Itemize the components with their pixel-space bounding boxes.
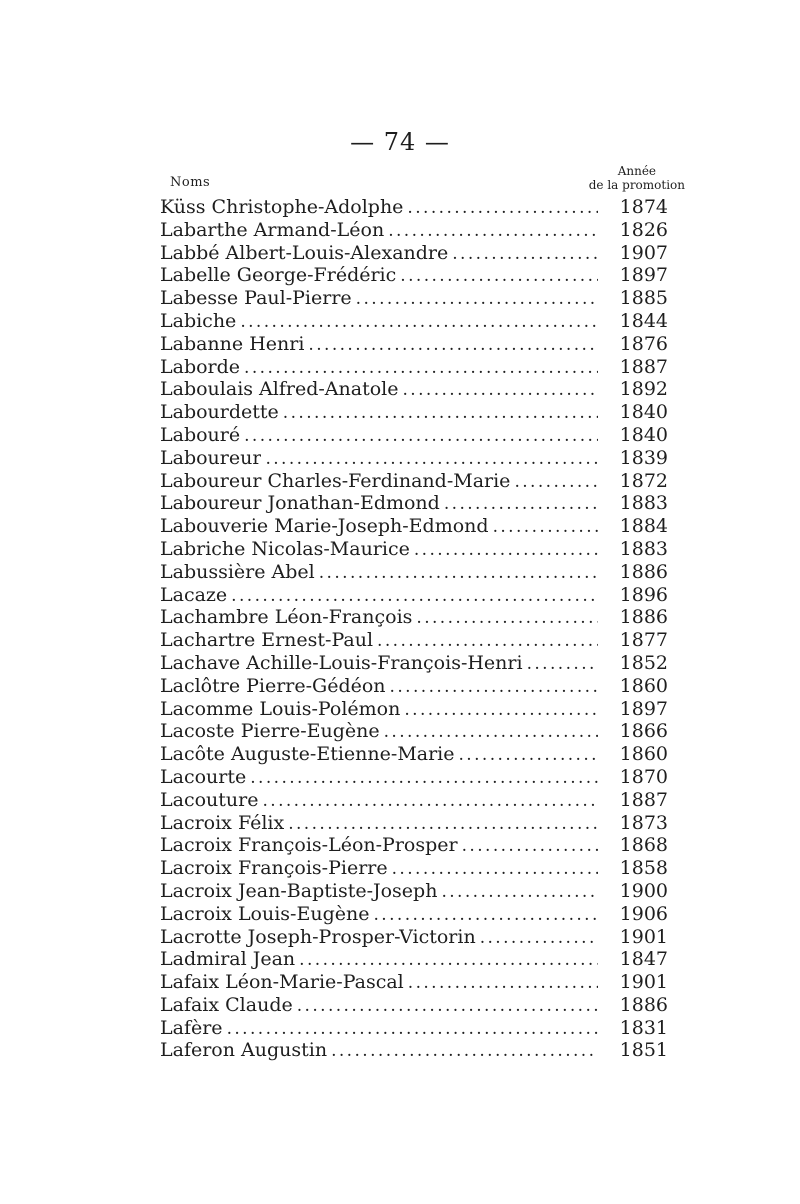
dot-leader xyxy=(514,471,598,494)
entry-name: Lacroix Louis-Eugène xyxy=(160,902,370,925)
entry-name: Ladmiral Jean xyxy=(160,948,296,971)
dot-leader xyxy=(444,493,598,516)
dot-leader xyxy=(244,357,598,380)
list-item xyxy=(160,880,668,903)
list-item xyxy=(160,948,668,971)
dot-leader xyxy=(414,539,598,562)
page-number: — 74 — xyxy=(350,128,450,156)
entry-name: Lacouture xyxy=(160,788,259,811)
list-item xyxy=(160,538,668,561)
dot-leader xyxy=(308,334,598,357)
entry-year: 1907 xyxy=(619,241,668,264)
entry-year: 1852 xyxy=(619,651,668,674)
list-item xyxy=(160,287,668,310)
list-item xyxy=(160,903,668,926)
entry-year: 1883 xyxy=(619,492,668,515)
entry-name: Lacroix Jean-Baptiste-Joseph xyxy=(160,879,438,902)
column-header-noms: Noms xyxy=(170,175,211,190)
dot-leader xyxy=(240,311,598,334)
list-item xyxy=(160,629,668,652)
list-item xyxy=(160,219,668,242)
dot-leader xyxy=(377,630,598,653)
dot-leader xyxy=(283,402,598,425)
entry-name: Laboureur xyxy=(160,446,262,469)
name-list xyxy=(160,196,668,1062)
entry-name: Labourdette xyxy=(160,401,279,424)
entry-name: Lacroix François-Léon-Prosper xyxy=(160,834,458,857)
dot-leader xyxy=(250,767,598,790)
list-item xyxy=(160,356,668,379)
entry-name: Lafère xyxy=(160,1016,223,1039)
dot-leader xyxy=(373,904,598,927)
entry-year: 1870 xyxy=(619,765,668,788)
dot-leader xyxy=(527,653,598,676)
entry-year: 1901 xyxy=(619,971,668,994)
list-item xyxy=(160,652,668,675)
entry-name: Lachambre Léon-François xyxy=(160,606,413,629)
dot-leader xyxy=(319,562,598,585)
entry-year: 1885 xyxy=(619,287,668,310)
entry-name: Lacroix François-Pierre xyxy=(160,857,388,880)
dot-leader xyxy=(356,288,598,311)
entry-name: Labesse Paul-Pierre xyxy=(160,287,352,310)
entry-name: Laclôtre Pierre-Gédéon xyxy=(160,674,386,697)
entry-year: 1897 xyxy=(619,697,668,720)
entry-name: Laboureur Charles-Ferdinand-Marie xyxy=(160,469,511,492)
dot-leader xyxy=(462,835,598,858)
dot-leader xyxy=(402,379,598,402)
list-item xyxy=(160,196,668,219)
entry-name: Küss Christophe-Adolphe xyxy=(160,196,404,218)
entry-year: 1839 xyxy=(619,446,668,469)
list-item xyxy=(160,424,668,447)
dot-leader xyxy=(441,881,598,904)
list-item xyxy=(160,743,668,766)
entry-year: 1847 xyxy=(619,948,668,971)
entry-name: Labelle George-Frédéric xyxy=(160,264,397,287)
list-item xyxy=(160,834,668,857)
dot-leader xyxy=(231,585,598,608)
dot-leader xyxy=(480,927,598,950)
dot-leader xyxy=(244,425,598,448)
dot-leader xyxy=(331,1040,598,1063)
dot-leader xyxy=(299,949,598,972)
entry-year: 1901 xyxy=(619,925,668,948)
list-item xyxy=(160,401,668,424)
list-item xyxy=(160,857,668,880)
entry-name: Lafaix Claude xyxy=(160,993,293,1016)
entry-year: 1883 xyxy=(619,537,668,560)
entry-year: 1872 xyxy=(619,469,668,492)
list-item xyxy=(160,447,668,470)
entry-year: 1886 xyxy=(619,993,668,1016)
list-item xyxy=(160,675,668,698)
dot-leader xyxy=(452,243,598,266)
list-item xyxy=(160,242,668,265)
entry-year: 1887 xyxy=(619,355,668,378)
dot-leader xyxy=(262,790,598,813)
entry-year: 1886 xyxy=(619,606,668,629)
column-header-row xyxy=(160,160,685,192)
entry-year: 1866 xyxy=(619,720,668,743)
list-item xyxy=(160,606,668,629)
entry-year: 1886 xyxy=(619,560,668,583)
entry-year: 1860 xyxy=(619,674,668,697)
entry-year: 1851 xyxy=(619,1039,668,1062)
entry-name: Labbé Albert-Louis-Alexandre xyxy=(160,241,449,264)
entry-year: 1840 xyxy=(619,423,668,446)
list-item xyxy=(160,470,668,493)
entry-name: Lafaix Léon-Marie-Pascal xyxy=(160,971,404,994)
entry-name: Lacourte xyxy=(160,765,247,788)
list-item xyxy=(160,561,668,584)
entry-year: 1874 xyxy=(619,196,668,218)
entry-year: 1858 xyxy=(619,857,668,880)
entry-year: 1900 xyxy=(619,879,668,902)
entry-year: 1868 xyxy=(619,834,668,857)
dot-leader xyxy=(459,744,599,767)
entry-year: 1887 xyxy=(619,788,668,811)
entry-year: 1826 xyxy=(619,218,668,241)
dot-leader xyxy=(384,721,598,744)
entry-year: 1873 xyxy=(619,811,668,834)
dot-leader xyxy=(407,197,598,220)
entry-name: Laferon Augustin xyxy=(160,1039,328,1062)
entry-year: 1876 xyxy=(619,332,668,355)
entry-name: Lacrotte Joseph-Prosper-Victorin xyxy=(160,925,476,948)
list-item xyxy=(160,1039,668,1062)
dot-leader xyxy=(408,972,598,995)
entry-year: 1884 xyxy=(619,515,668,538)
column-header-annee-line2: de la promotion xyxy=(588,178,685,192)
entry-name: Laboulais Alfred-Anatole xyxy=(160,378,399,401)
dot-leader xyxy=(392,858,598,881)
list-item xyxy=(160,515,668,538)
column-header-annee-line1: Année xyxy=(617,164,657,178)
entry-name: Lacroix Félix xyxy=(160,811,285,834)
list-item xyxy=(160,812,668,835)
entry-year: 1877 xyxy=(619,629,668,652)
dot-leader xyxy=(388,220,598,243)
entry-name: Labarthe Armand-Léon xyxy=(160,218,385,241)
list-item xyxy=(160,310,668,333)
dot-leader xyxy=(265,448,598,471)
list-item xyxy=(160,584,668,607)
list-item xyxy=(160,789,668,812)
list-item xyxy=(160,492,668,515)
entry-name: Labanne Henri xyxy=(160,332,305,355)
dot-leader xyxy=(416,607,598,630)
entry-name: Laboureur Jonathan-Edmond xyxy=(160,492,440,515)
dot-leader xyxy=(400,265,598,288)
entry-name: Laborde xyxy=(160,355,241,378)
list-item xyxy=(160,926,668,949)
dot-leader xyxy=(493,516,598,539)
list-item xyxy=(160,720,668,743)
list-item xyxy=(160,766,668,789)
entry-year: 1897 xyxy=(619,264,668,287)
entry-name: Lacaze xyxy=(160,583,228,606)
list-item xyxy=(160,264,668,287)
column-header-annee xyxy=(589,164,685,192)
entry-year: 1860 xyxy=(619,743,668,766)
dot-leader xyxy=(404,699,598,722)
entry-name: Labouré xyxy=(160,423,241,446)
entry-name: Lacomme Louis-Polémon xyxy=(160,697,401,720)
entry-name: Labussière Abel xyxy=(160,560,315,583)
entry-year: 1892 xyxy=(619,378,668,401)
dot-leader xyxy=(390,676,598,699)
dot-leader xyxy=(297,995,598,1018)
entry-year: 1896 xyxy=(619,583,668,606)
entry-name: Lacôte Auguste-Etienne-Marie xyxy=(160,743,455,766)
dot-leader xyxy=(227,1018,598,1041)
entry-name: Lachave Achille-Louis-François-Henri xyxy=(160,651,523,674)
list-item xyxy=(160,1017,668,1040)
dot-leader xyxy=(288,813,598,836)
entry-year: 1831 xyxy=(619,1016,668,1039)
list-item xyxy=(160,698,668,721)
list-item xyxy=(160,378,668,401)
entry-year: 1906 xyxy=(619,902,668,925)
entry-name: Lacoste Pierre-Eugène xyxy=(160,720,380,743)
entry-name: Lachartre Ernest-Paul xyxy=(160,629,374,652)
entry-year: 1844 xyxy=(619,309,668,332)
entry-name: Labiche xyxy=(160,309,237,332)
entry-name: Labouverie Marie-Joseph-Edmond xyxy=(160,515,489,538)
list-item xyxy=(160,333,668,356)
list-item xyxy=(160,971,668,994)
entry-name: Labriche Nicolas-Maurice xyxy=(160,537,410,560)
entry-year: 1840 xyxy=(619,401,668,424)
list-item xyxy=(160,994,668,1017)
